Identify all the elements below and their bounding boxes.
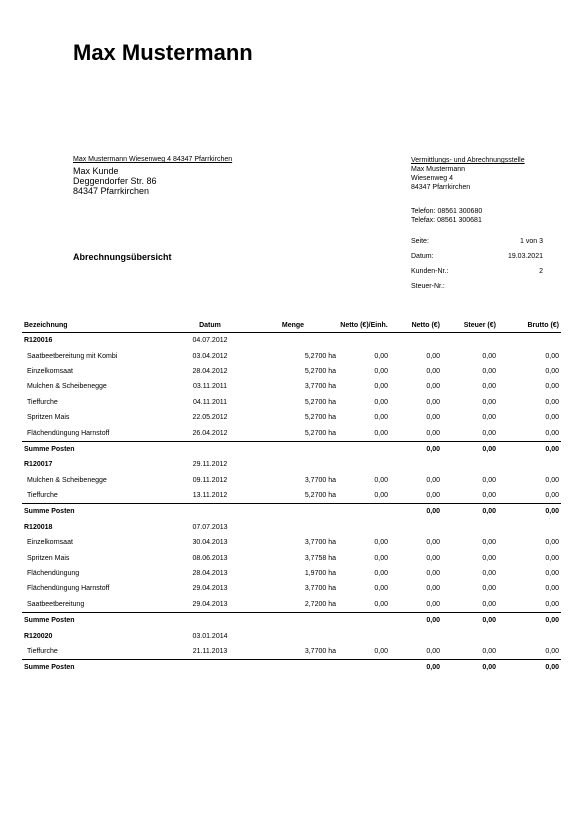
- cell-quantity: [248, 613, 338, 629]
- cell-date: 30.04.2013: [192, 539, 228, 547]
- agency-contact: [411, 207, 482, 225]
- cell-date: 04.11.2011: [193, 398, 227, 406]
- meta-value: 2: [539, 268, 543, 275]
- cell-net: 0,00: [426, 554, 440, 562]
- table-row: [22, 566, 561, 581]
- cell-unit-net: 0,00: [374, 648, 388, 655]
- cell-description: Summe Posten: [22, 660, 172, 676]
- cell-quantity: 5,2700 ha: [304, 352, 336, 360]
- table-row: [22, 425, 561, 441]
- cell-unit-net: [338, 613, 390, 629]
- table-row: [22, 644, 561, 660]
- cell-gross: 0,00: [545, 383, 559, 391]
- cell-quantity: 1,9700 ha: [304, 570, 336, 578]
- cell-gross: 0,00: [545, 352, 559, 360]
- cell-date: 26.04.2012: [192, 429, 228, 437]
- cell-unit-net: 0,00: [374, 476, 388, 484]
- subtotal-row: [22, 441, 561, 457]
- cell-description: Flächendüngung Harnstoff: [27, 585, 110, 593]
- cell-tax: [442, 333, 498, 349]
- cell-net: [390, 457, 442, 472]
- cell-description: Summe Posten: [22, 441, 172, 457]
- cell-date: 21.11.2013: [192, 648, 228, 655]
- cell-date: 09.11.2012: [192, 476, 228, 484]
- column-header-tax: Steuer (€): [442, 304, 498, 333]
- table-row: [22, 410, 561, 425]
- meta-customer-number: [411, 268, 543, 283]
- sender-address-line: Max Mustermann Wiesenweg 4 84347 Pfarrkirchen: [73, 156, 233, 163]
- cell-tax: 0,00: [482, 570, 496, 578]
- meta-label: Steuer-Nr.:: [411, 283, 445, 290]
- cell-description: Saatbeetbereitung mit Kombi: [27, 352, 118, 360]
- invoice-group-row: [22, 628, 561, 643]
- cell-gross: 0,00: [545, 429, 559, 437]
- cell-quantity: 5,2700 ha: [304, 492, 336, 500]
- cell-net: 0,00: [390, 660, 442, 676]
- cell-quantity: 3,7700 ha: [304, 539, 336, 547]
- cell-gross: 0,00: [545, 398, 559, 406]
- cell-description: Tieffurche: [27, 398, 58, 406]
- cell-date: 04.07.2012: [192, 337, 228, 345]
- cell-date: 28.04.2012: [192, 367, 228, 375]
- cell-date: [172, 441, 248, 457]
- cell-quantity: 5,2700 ha: [304, 414, 336, 422]
- cell-date: 07.07.2013: [192, 523, 228, 531]
- cell-net: 0,00: [426, 492, 440, 500]
- cell-tax: 0,00: [482, 429, 496, 437]
- cell-net: 0,00: [390, 441, 442, 457]
- cell-gross: 0,00: [545, 414, 559, 422]
- agency-fax: Telefax: 08561 300681: [411, 217, 482, 224]
- cell-unit-net: 0,00: [374, 585, 388, 593]
- billing-table: [22, 304, 561, 676]
- cell-gross: [498, 457, 561, 472]
- cell-date: 29.04.2013: [192, 600, 228, 608]
- cell-description: Einzelkornsaat: [27, 539, 73, 547]
- cell-gross: 0,00: [545, 585, 559, 593]
- column-header-date: Datum: [172, 304, 248, 333]
- cell-quantity: [248, 333, 338, 349]
- column-header-gross: Brutto (€): [498, 304, 561, 333]
- agency-phone: Telefon: 08561 300680: [411, 208, 483, 215]
- cell-description: R120020: [24, 632, 53, 640]
- cell-net: 0,00: [426, 648, 440, 655]
- cell-net: 0,00: [426, 414, 440, 422]
- cell-gross: 0,00: [498, 441, 561, 457]
- cell-unit-net: [338, 441, 390, 457]
- cell-unit-net: 0,00: [374, 429, 388, 437]
- cell-net: [390, 333, 442, 349]
- agency-heading: Vermittlungs- und Abrechnungsstelle: [411, 157, 525, 164]
- cell-gross: 0,00: [545, 570, 559, 578]
- cell-net: 0,00: [426, 600, 440, 608]
- cell-unit-net: 0,00: [374, 554, 388, 562]
- cell-gross: [498, 628, 561, 643]
- table-row: [22, 581, 561, 596]
- cell-quantity: 3,7700 ha: [304, 648, 336, 655]
- cell-quantity: [248, 628, 338, 643]
- cell-quantity: [248, 504, 338, 520]
- cell-net: 0,00: [390, 613, 442, 629]
- cell-unit-net: 0,00: [374, 367, 388, 375]
- subtotal-row: [22, 660, 561, 676]
- cell-tax: 0,00: [442, 660, 498, 676]
- table-header-row: [22, 304, 561, 333]
- cell-unit-net: 0,00: [374, 492, 388, 500]
- meta-page: [411, 238, 543, 253]
- cell-date: 29.11.2012: [192, 461, 228, 469]
- table-row: [22, 550, 561, 565]
- cell-net: 0,00: [426, 570, 440, 578]
- invoice-group-row: [22, 333, 561, 349]
- cell-unit-net: 0,00: [374, 352, 388, 360]
- cell-tax: 0,00: [482, 600, 496, 608]
- table-row: [22, 379, 561, 394]
- cell-unit-net: [338, 333, 390, 349]
- cell-quantity: 5,2700 ha: [304, 398, 336, 406]
- cell-unit-net: 0,00: [374, 383, 388, 391]
- cell-tax: 0,00: [482, 352, 496, 360]
- cell-tax: 0,00: [482, 492, 496, 500]
- cell-tax: [442, 520, 498, 535]
- cell-description: Spritzen Mais: [27, 414, 70, 422]
- cell-quantity: [248, 457, 338, 472]
- cell-description: Summe Posten: [22, 613, 172, 629]
- cell-quantity: 5,2700 ha: [304, 367, 336, 375]
- column-header-net: Netto (€): [390, 304, 442, 333]
- agency-street: Wiesenweg 4: [411, 175, 454, 182]
- cell-quantity: [248, 520, 338, 535]
- cell-unit-net: 0,00: [374, 539, 388, 547]
- meta-label: Datum:: [411, 253, 434, 260]
- cell-tax: [442, 628, 498, 643]
- cell-net: 0,00: [426, 539, 440, 547]
- cell-tax: 0,00: [482, 539, 496, 547]
- cell-description: R120017: [24, 461, 53, 469]
- cell-net: 0,00: [426, 352, 440, 360]
- cell-gross: 0,00: [545, 600, 559, 608]
- invoice-group-row: [22, 520, 561, 535]
- cell-description: Mulchen & Scheibenegge: [27, 383, 107, 391]
- cell-quantity: 3,7700 ha: [304, 383, 336, 391]
- cell-unit-net: 0,00: [374, 600, 388, 608]
- subtotal-row: [22, 504, 561, 520]
- cell-unit-net: [338, 457, 390, 472]
- cell-gross: 0,00: [545, 476, 559, 484]
- document-title: Abrechnungsübersicht: [73, 252, 172, 262]
- cell-quantity: [248, 441, 338, 457]
- cell-net: 0,00: [426, 398, 440, 406]
- cell-gross: 0,00: [545, 539, 559, 547]
- meta-value: 1 von 3: [520, 238, 543, 245]
- table-row: [22, 488, 561, 504]
- document-meta: [411, 238, 543, 298]
- cell-net: 0,00: [426, 585, 440, 593]
- cell-net: 0,00: [426, 383, 440, 391]
- table-row: [22, 535, 561, 550]
- cell-description: Tieffurche: [27, 648, 58, 655]
- cell-tax: 0,00: [442, 504, 498, 520]
- cell-quantity: 3,7758 ha: [304, 554, 336, 562]
- cell-net: [390, 628, 442, 643]
- cell-unit-net: [338, 660, 390, 676]
- cell-tax: 0,00: [442, 441, 498, 457]
- cell-unit-net: [338, 504, 390, 520]
- cell-date: 22.05.2012: [192, 414, 228, 422]
- cell-quantity: 3,7700 ha: [304, 585, 336, 593]
- cell-tax: [442, 457, 498, 472]
- subtotal-row: [22, 613, 561, 629]
- cell-net: 0,00: [390, 504, 442, 520]
- cell-date: 13.11.2012: [192, 492, 228, 500]
- cell-date: 03.01.2014: [192, 632, 228, 640]
- cell-quantity: 2,7200 ha: [304, 600, 336, 608]
- cell-unit-net: [338, 628, 390, 643]
- cell-date: [172, 660, 248, 676]
- meta-tax-number: [411, 283, 543, 298]
- cell-tax: 0,00: [482, 476, 496, 484]
- recipient-city: 84347 Pfarrkirchen: [73, 186, 150, 196]
- meta-label: Kunden-Nr.:: [411, 268, 449, 275]
- table-row: [22, 395, 561, 410]
- cell-net: [390, 520, 442, 535]
- cell-description: Saatbeetbereitung: [27, 600, 85, 608]
- cell-description: Spritzen Mais: [27, 554, 70, 562]
- cell-gross: 0,00: [498, 660, 561, 676]
- column-header-unit-net: Netto (€)/Einh.: [338, 304, 390, 333]
- cell-gross: [498, 333, 561, 349]
- cell-unit-net: 0,00: [374, 398, 388, 406]
- cell-date: 03.11.2011: [193, 383, 227, 391]
- invoice-group-row: [22, 457, 561, 472]
- recipient-street: Deggendorfer Str. 86: [73, 176, 157, 186]
- cell-unit-net: 0,00: [374, 414, 388, 422]
- cell-tax: 0,00: [482, 648, 496, 655]
- cell-date: 28.04.2013: [192, 570, 228, 578]
- cell-unit-net: 0,00: [374, 570, 388, 578]
- cell-gross: 0,00: [498, 504, 561, 520]
- cell-net: 0,00: [426, 367, 440, 375]
- column-header-quantity: Menge: [248, 304, 338, 333]
- table-row: [22, 364, 561, 379]
- agency-city: 84347 Pfarrkirchen: [411, 184, 471, 191]
- cell-quantity: 5,2700 ha: [304, 429, 336, 437]
- cell-net: 0,00: [426, 476, 440, 484]
- cell-description: Mulchen & Scheibenegge: [27, 476, 107, 484]
- cell-description: Flächendüngung: [27, 570, 80, 578]
- page-title: Max Mustermann: [73, 40, 253, 65]
- recipient-address: [73, 166, 157, 196]
- cell-tax: 0,00: [482, 554, 496, 562]
- cell-date: 29.04.2013: [192, 585, 228, 593]
- cell-quantity: [248, 660, 338, 676]
- cell-quantity: 3,7700 ha: [304, 476, 336, 484]
- agency-name: Max Mustermann: [411, 166, 466, 173]
- cell-tax: 0,00: [482, 383, 496, 391]
- cell-gross: 0,00: [545, 367, 559, 375]
- cell-tax: 0,00: [482, 585, 496, 593]
- cell-description: Einzelkornsaat: [27, 367, 73, 375]
- cell-tax: 0,00: [442, 613, 498, 629]
- cell-description: Summe Posten: [22, 504, 172, 520]
- recipient-name: Max Kunde: [73, 166, 119, 176]
- table-row: [22, 348, 561, 363]
- cell-description: R120018: [24, 523, 53, 531]
- meta-date: [411, 253, 543, 268]
- table-body: [22, 333, 561, 676]
- cell-description: R120016: [24, 337, 53, 345]
- cell-date: [172, 613, 248, 629]
- table-row: [22, 473, 561, 488]
- cell-description: Flächendüngung Harnstoff: [27, 429, 110, 437]
- meta-label: Seite:: [411, 238, 429, 245]
- meta-value: 19.03.2021: [507, 253, 543, 260]
- cell-tax: 0,00: [482, 398, 496, 406]
- column-header-description: Bezeichnung: [22, 304, 172, 333]
- cell-unit-net: [338, 520, 390, 535]
- cell-date: 08.06.2013: [192, 554, 228, 562]
- cell-gross: [498, 520, 561, 535]
- cell-gross: 0,00: [498, 613, 561, 629]
- cell-date: 03.04.2012: [192, 352, 228, 360]
- agency-address: [411, 156, 525, 192]
- cell-tax: 0,00: [482, 414, 496, 422]
- cell-gross: 0,00: [545, 554, 559, 562]
- cell-net: 0,00: [426, 429, 440, 437]
- cell-description: Tieffurche: [27, 492, 58, 500]
- cell-date: [172, 504, 248, 520]
- cell-gross: 0,00: [545, 492, 559, 500]
- cell-gross: 0,00: [545, 648, 559, 655]
- table-row: [22, 597, 561, 613]
- cell-tax: 0,00: [482, 367, 496, 375]
